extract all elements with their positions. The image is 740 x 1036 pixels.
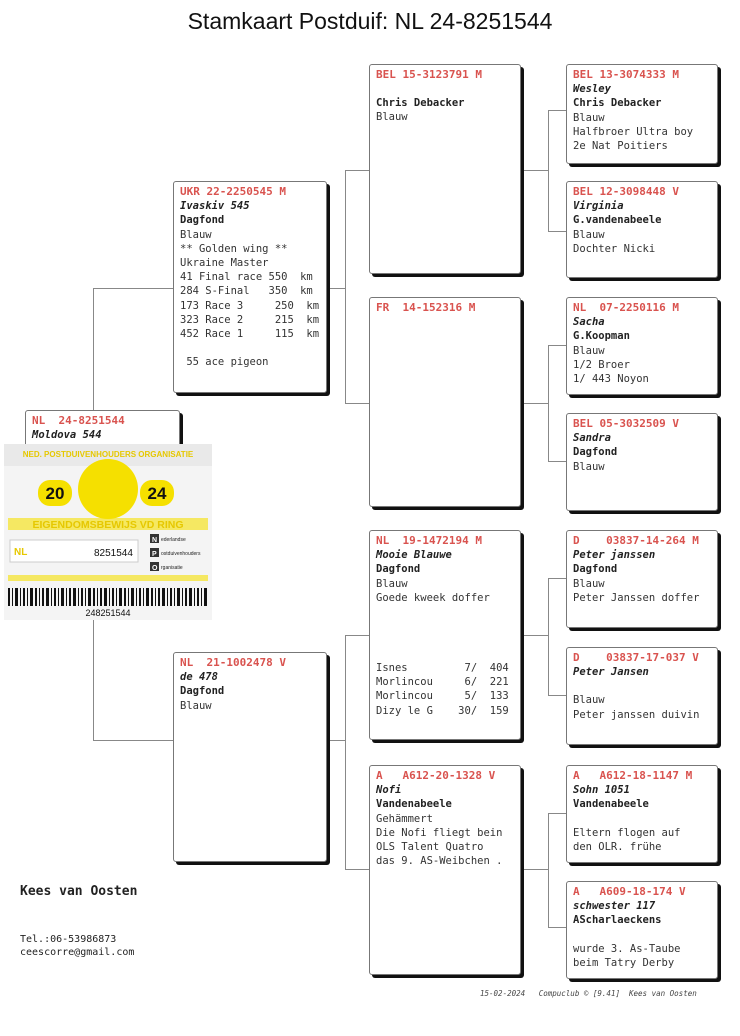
connector [345, 635, 370, 636]
info-line: beim Tatry Derby [573, 956, 675, 969]
info-line: Peter Janssen doffer [573, 591, 700, 604]
pigeon-name: Virginia [573, 200, 624, 213]
info-line: das 9. AS-Weibchen . [376, 855, 503, 868]
result-line: Dizy le G 30/ 159 [376, 704, 509, 717]
info-line: Blauw [376, 111, 408, 124]
grandmother-maternal-box [369, 765, 521, 975]
card-title: EIGENDOMSBEWIJS VD RING [32, 519, 184, 531]
father-box [173, 181, 327, 393]
grandmother-paternal-box [369, 297, 521, 507]
footer-credit: Compuclub © [9.41] Kees van Oosten [538, 989, 697, 998]
info-line: Blauw [573, 344, 605, 357]
ring-card-graphic [4, 444, 212, 620]
ggp-box-5 [566, 530, 718, 628]
info-line: Blauw [180, 699, 212, 712]
breeder-name: Dagfond [573, 446, 618, 459]
pigeon-name: Peter janssen [573, 549, 656, 562]
breeder-name: Dagfond [376, 563, 421, 576]
connector [345, 170, 346, 403]
owner-tel: Tel.:06-53986873 [20, 934, 117, 945]
connector [548, 578, 549, 695]
info-line: Blauw [573, 577, 605, 590]
ggp-box-6 [566, 647, 718, 745]
pigeon-name: Sohn 1051 [573, 784, 630, 797]
grandfather-paternal-box [369, 64, 521, 274]
info-line: 1/2 Broer [573, 358, 630, 371]
barcode-number: 248251544 [85, 608, 131, 618]
info-line: Peter janssen duivin [573, 708, 700, 721]
pigeon-name: Peter Jansen [573, 666, 649, 679]
result-line: Morlincou 5/ 133 [376, 690, 509, 703]
ring-number: NL 19-1472194 M [376, 534, 482, 547]
ggp-box-2 [566, 181, 718, 278]
info-line: Gehämmert [376, 812, 433, 825]
result-line: Isnes 7/ 404 [376, 662, 509, 675]
info-line: Halfbroer Ultra boy [573, 125, 694, 138]
info-line: ** Golden wing ** [180, 242, 288, 255]
connector [548, 927, 567, 928]
connector [521, 403, 548, 404]
card-npo-2: ostduivenhouders [161, 551, 201, 557]
info-line: 323 Race 2 215 km [180, 313, 320, 326]
info-line: Goede kweek doffer [376, 591, 490, 604]
ring-number: BEL 13-3074333 M [573, 68, 679, 81]
connector [548, 813, 549, 927]
ring-card [4, 444, 212, 620]
ring-number: A A612-20-1328 V [376, 769, 496, 782]
info-line: 1/ 443 Noyon [573, 373, 649, 386]
ring-number: NL 21-1002478 V [180, 656, 286, 669]
ring-number: UKR 22-2250545 M [180, 185, 286, 198]
info-line: Blauw [180, 228, 212, 241]
info-line: 452 Race 1 115 km [180, 328, 320, 341]
card-number: 8251544 [94, 548, 133, 559]
info-line: Die Nofi fliegt bein [376, 826, 503, 839]
breeder-name: AScharlaeckens [573, 914, 662, 927]
ggp-box-1 [566, 64, 718, 164]
ring-number: D 03837-17-037 V [573, 651, 699, 664]
connector [93, 740, 177, 741]
ring-number: BEL 12-3098448 V [573, 185, 679, 198]
connector [345, 170, 370, 171]
pigeon-name: schwester 117 [573, 900, 656, 913]
info-line: 173 Race 3 250 km [180, 299, 320, 312]
connector [521, 170, 548, 171]
connector [548, 345, 549, 461]
grandfather-maternal-box [369, 530, 521, 740]
breeder-name: Dagfond [180, 214, 225, 227]
connector [548, 231, 567, 232]
info-line: Blauw [573, 111, 605, 124]
ring-number: BEL 05-3032509 V [573, 417, 679, 430]
pigeon-name: Ivaskiv 545 [180, 200, 250, 213]
info-line: wurde 3. As-Taube [573, 942, 681, 955]
svg-text:N: N [152, 537, 158, 544]
card-npo-1: ederlandse [161, 537, 186, 543]
info-line: den OLR. frühe [573, 840, 662, 853]
breeder-name: Vandenabeele [376, 798, 452, 811]
mother-box [173, 652, 327, 862]
connector [548, 813, 567, 814]
breeder-name: Dagfond [573, 563, 618, 576]
pigeon-name: Nofi [376, 784, 402, 797]
pigeon-name: Mooie Blauwe [376, 549, 452, 562]
connector [548, 110, 567, 111]
connector [548, 110, 549, 231]
pigeon-name: Wesley [573, 83, 611, 96]
ring-number: BEL 15-3123791 M [376, 68, 482, 81]
footer [480, 989, 697, 998]
ring-number: A A612-18-1147 M [573, 769, 693, 782]
card-year-left: 20 [45, 484, 65, 503]
ggp-box-4 [566, 413, 718, 511]
ggp-box-3 [566, 297, 718, 395]
breeder-name: Chris Debacker [376, 97, 465, 110]
ring-number: NL 07-2250116 M [573, 301, 679, 314]
ring-number: A A609-18-174 V [573, 885, 686, 898]
connector [548, 461, 567, 462]
breeder-name: G.Koopman [573, 330, 630, 343]
ggp-box-8 [566, 881, 718, 979]
pigeon-name: de 478 [180, 671, 218, 684]
connector [548, 695, 567, 696]
connector [521, 869, 548, 870]
breeder-name: Dagfond [180, 685, 225, 698]
owner-email: ceescorre@gmail.com [20, 947, 135, 958]
card-year-right: 24 [147, 484, 167, 503]
ring-number: NL 24-8251544 [32, 414, 125, 427]
connector [345, 869, 370, 870]
connector [327, 288, 345, 289]
breeder-name: G.vandenabeele [573, 214, 662, 227]
info-line: Blauw [573, 460, 605, 473]
connector [548, 345, 567, 346]
connector [93, 288, 177, 289]
page-title: Stamkaart Postduif: NL 24-8251544 [187, 8, 553, 34]
pigeon-name: Sacha [573, 316, 605, 329]
footer-date: 15-02-2024 [480, 989, 526, 998]
result-line: Morlincou 6/ 221 [376, 676, 509, 689]
svg-text:P: P [152, 551, 157, 558]
info-line: Blauw [573, 694, 605, 707]
ggp-box-7 [566, 765, 718, 863]
pigeon-name: Moldova 544 [32, 429, 102, 442]
breeder-name: Chris Debacker [573, 97, 662, 110]
card-org: NED. POSTDUIVENHOUDERS ORGANISATIE [22, 450, 194, 459]
connector [521, 635, 548, 636]
connector [345, 403, 370, 404]
info-line: OLS Talent Quatro [376, 841, 484, 854]
owner-name: Kees van Oosten [20, 884, 138, 899]
connector [345, 635, 346, 869]
info-line: Blauw [573, 228, 605, 241]
info-line: 55 ace pigeon [180, 356, 269, 369]
svg-text:O: O [152, 565, 158, 572]
breeder-name: Vandenabeele [573, 798, 649, 811]
card-npo-3: rganisatie [161, 565, 183, 571]
ring-number: D 03837-14-264 M [573, 534, 699, 547]
info-line: Ukraine Master [180, 257, 269, 270]
owner-contact [20, 933, 134, 959]
connector [327, 740, 345, 741]
connector [548, 578, 567, 579]
card-country: NL [14, 547, 28, 558]
pigeon-name: Sandra [573, 432, 611, 445]
info-line: Eltern flogen auf [573, 826, 681, 839]
info-line: 284 S-Final 350 km [180, 285, 313, 298]
info-line: Blauw [376, 577, 408, 590]
ring-number: FR 14-152316 M [376, 301, 476, 314]
info-line: 41 Final race 550 km [180, 271, 313, 284]
info-line: 2e Nat Poitiers [573, 140, 668, 153]
info-line: Dochter Nicki [573, 242, 656, 255]
